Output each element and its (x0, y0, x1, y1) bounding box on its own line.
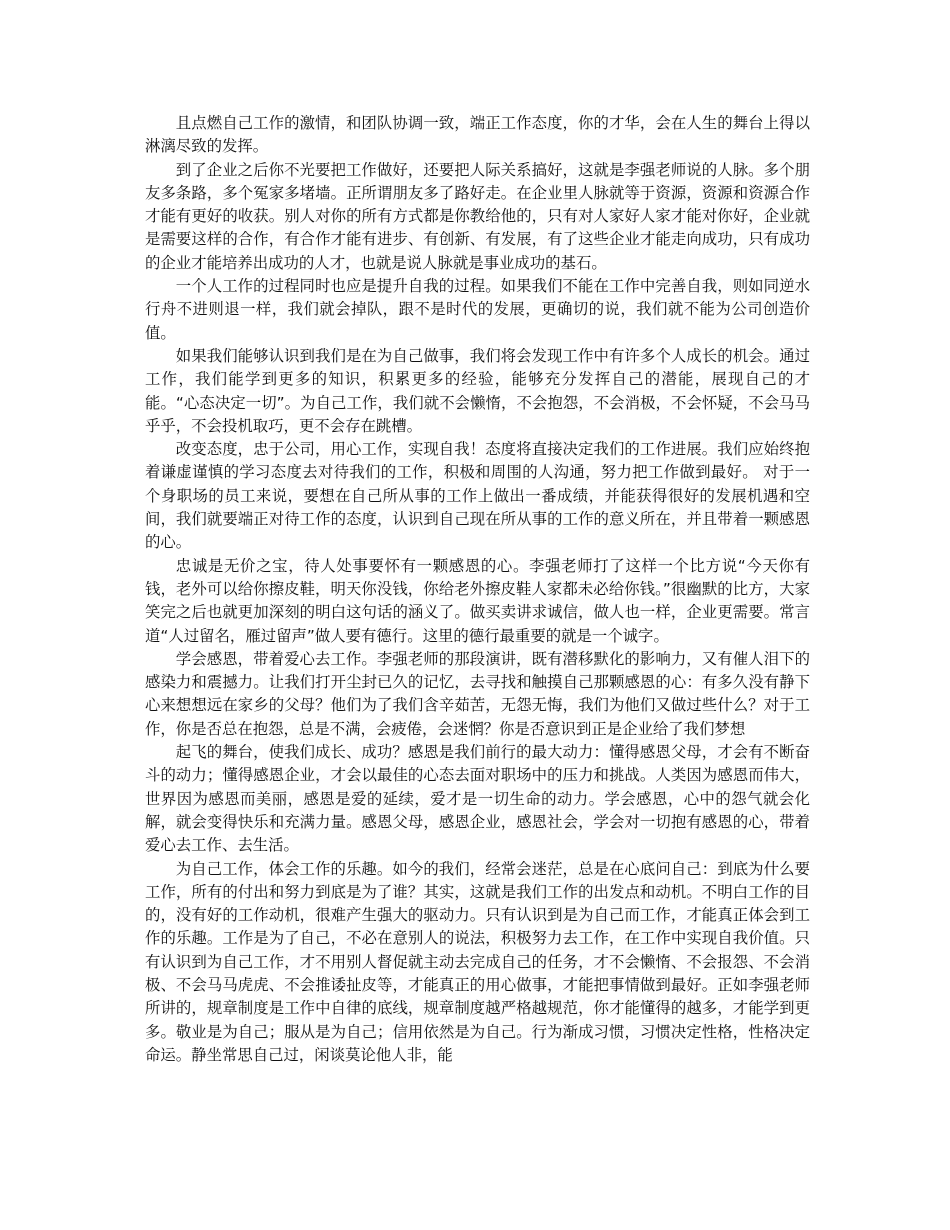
paragraph: 忠诚是无价之宝，待人处事要怀有一颗感恩的心。李强老师打了这样一个比方说“今天你有钱，老外可以给你擦皮鞋，明天你没钱，你给老外擦皮鞋人家都未必给你钱。”很幽默的比方，大家笑完之后也就更加深刻的明白这句话的涵义了。做买卖讲求诚信，做人也一样，企业更需要。常言道“人过留名，雁过留声”做人要有德行。这里的德行最重要的就是一个诚字。 (145, 556, 810, 645)
paragraph: 起飞的舞台，使我们成长、成功？感恩是我们前行的最大动力：懂得感恩父母，才会有不断奋斗的动力；懂得感恩企业，才会以最佳的心态去面对职场中的压力和挑战。人类因为感恩而伟大，世界因为感恩而美丽，感恩是爱的延续，爱才是一切生命的动力。学会感恩，心中的怨气就会化解，就会变得快乐和充满力量。感恩父母，感恩企业，感恩社会，学会对一切抱有感恩的心，带着爱心去工作、去生活。 (145, 743, 810, 855)
paragraph: 一个人工作的过程同时也应是提升自我的过程。如果我们不能在工作中完善自我，则如同逆水行舟不进则退一样，我们就会掉队，跟不是时代的发展，更确切的说，我们就不能为公司创造价值。 (145, 277, 810, 342)
paragraph: 为自己工作，体会工作的乐趣。如今的我们，经常会迷茫，总是在心底问自己：到底为什么要工作，所有的付出和努力到底是为了谁？其实，这就是我们工作的出发点和动机。不明白工作的目的，没有好的工作动机，很难产生强大的驱动力。只有认识到是为自己而工作，才能真正体会到工作的乐趣。工作是为了自己，不必在意别人的说法，积极努力去工作，在工作中实现自我价值。只有认识到为自己工作，才不用别人督促就主动去完成自己的任务，才不会懒惰、不会报怨、不会消极、不会马马虎虎、不会推诿扯皮等，才能真正的用心做事，才能把事情做到最好。正如李强老师所讲的，规章制度是工作中自律的底线，规章制度越严格越规范，你才能懂得的越多，才能学到更多。敬业是为自己；服从是为自己；信用依然是为自己。行为渐成习惯，习惯决定性格，性格决定命运。静坐常思自己过，闲谈莫论他人非，能 (145, 859, 810, 1064)
document-body (145, 112, 810, 1067)
paragraph: 改变态度，忠于公司，用心工作，实现自我！态度将直接决定我们的工作进展。我们应始终抱着谦虚谨慎的学习态度去对待我们的工作，积极和周围的人沟通，努力把工作做到最好。 对于一个身职场的员工来说，要想在自己所从事的工作上做出一番成绩，并能获得很好的发展机遇和空间，我们就要端正对待工作的态度，认识到自己现在所从事的工作的意义所在，并且带着一颗感恩的心。 (145, 440, 810, 552)
paragraph: 学会感恩，带着爱心去工作。李强老师的那段演讲，既有潜移默化的影响力，又有催人泪下的感染力和震撼力。让我们打开尘封已久的记忆，去寻找和触摸自己那颗感恩的心：有多久没有静下心来想想远在家乡的父母？他们为了我们含辛茹苦，无怨无悔，我们为他们又做过些什么？对于工作，你是否总在抱怨，总是不满，会疲倦，会迷惘？你是否意识到正是企业给了我们梦想 (145, 649, 810, 738)
paragraph: 如果我们能够认识到我们是在为自己做事，我们将会发现工作中有许多个人成长的机会。通过工作，我们能学到更多的知识，积累更多的经验，能够充分发挥自己的潜能，展现自己的才能。“心态决定一切”。为自己工作，我们就不会懒惰，不会抱怨，不会消极，不会怀疑，不会马马乎乎，不会投机取巧，更不会存在跳槽。 (145, 346, 810, 435)
paragraph: 且点燃自己工作的激情，和团队协调一致，端正工作态度，你的才华，会在人生的舞台上得以淋漓尽致的发挥。 (145, 114, 810, 156)
paragraph: 到了企业之后你不光要把工作做好，还要把人际关系搞好，这就是李强老师说的人脉。多个朋友多条路，多个冤家多堵墙。正所谓朋友多了路好走。在企业里人脉就等于资源，资源和资源合作才能有更好的收获。别人对你的所有方式都是你教给他的，只有对人家好人家才能对你好，企业就是需要这样的合作，有合作才能有进步、有创新、有发展，有了这些企业才能走向成功，只有成功的企业才能培养出成功的人才，也就是说人脉就是事业成功的基石。 (145, 160, 810, 272)
